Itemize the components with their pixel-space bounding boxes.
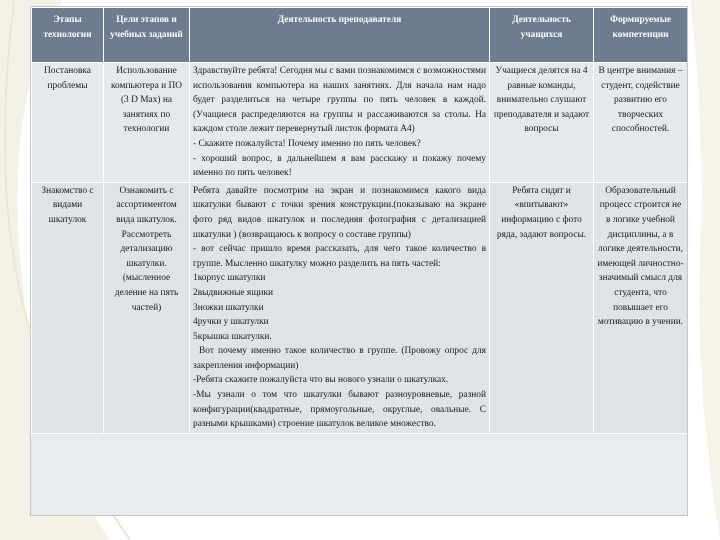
student-activity-cell: Ребята сидят и «впитывают» информацию с фото ряда, задают вопросы. <box>490 182 594 433</box>
teacher-activity-cell <box>190 63 490 183</box>
teacher-line: 2выдвижные ящики <box>193 287 274 298</box>
header-student-activity: Деятельность учащихся <box>490 8 594 63</box>
table-row <box>32 63 688 183</box>
header-teacher-activity: Деятельность преподавателя <box>190 8 490 63</box>
teacher-line: 3ножки шкатулки <box>193 302 264 313</box>
stage-cell: Постановка проблемы <box>32 63 104 183</box>
teacher-line: 4ручки у шкатулки <box>193 317 269 328</box>
teacher-line: Ребята давайте посмотрим на экран и познакомимся какого вида шкатулки бывают с точки зрения конструкции.(показываю на экране фото ряд видов шкатулок и последняя фотография с детализацией шкатулки ) (возвращаюсь к вопросу о составе группы) <box>193 185 486 240</box>
teacher-line: -Ребята скажите пожалуйста что вы нового узнали о шкатулках. <box>193 375 449 386</box>
goal-cell: Ознакомить с ассортиментом вида шкатулок. Рассмотреть детализацию шкатулки. (мысленное деление на пять частей) <box>104 182 190 433</box>
student-activity-cell: Учащиеся делятся на 4 равные команды, внимательно слушают преподавателя и задают вопросы <box>490 63 594 183</box>
teacher-line: Здравствуйте ребята! Сегодня мы с вами познакомимся с возможностями использования компьютера на наших занятиях. Для начала нам надо будет разделиться на четыре группы по пять человек в каждой.(Учащиеся распределяются на группы и рассаживаются за столы. На каждом столе лежит перевернутый листок формата А4) <box>193 66 486 135</box>
stage-cell: Знакомство с видами шкатулок <box>32 182 104 433</box>
table-row <box>32 182 688 433</box>
header-goals: Цели этапов и учебных заданий <box>104 8 190 63</box>
lesson-plan-table <box>31 7 688 434</box>
header-stages: Этапы технологии <box>32 8 104 63</box>
header-competencies: Формируемые компетенции <box>594 8 688 63</box>
goal-cell: Использование компьютера и ПО (3 D Max) на занятиях по технологии <box>104 63 190 183</box>
teacher-line: 5крышка шкатулки. <box>193 331 272 342</box>
teacher-line: - хороший вопрос, в дальнейшем я вам расскажу и покажу почему именно по пять человек! <box>193 153 486 179</box>
table-header-row <box>32 8 688 63</box>
teacher-line: Вот почему именно такое количество в группе. (Провожу опрос для закрепления информации) <box>193 346 486 371</box>
teacher-activity-cell <box>190 182 490 433</box>
teacher-line: - Скажите пожалуйста! Почему именно по пять человек? <box>193 138 421 149</box>
competencies-cell: Образовательный процесс строится не в логике учебной дисциплины, а в логике деятельности, имеющей личностно-значимый смысл для студента, что повышает его мотивацию в учении. <box>594 182 688 433</box>
teacher-line: 1корпус шкатулки <box>193 273 266 284</box>
teacher-line: - вот сейчас пришло время рассказать, для чего такое количество в группе. Мысленно шкатулку можно разделить на пять частей: <box>193 244 486 269</box>
lesson-table-frame <box>30 6 688 516</box>
competencies-cell: В центре внимания – студент, содействие развитию его творческих способностей. <box>594 63 688 183</box>
teacher-line: -Мы узнали о том что шкатулки бывают разноуровневые, разной конфигурации(квадратные, прямоугольные, округлые, овальные. С разными крышками) строение шкатулок великое множество. <box>193 390 486 430</box>
